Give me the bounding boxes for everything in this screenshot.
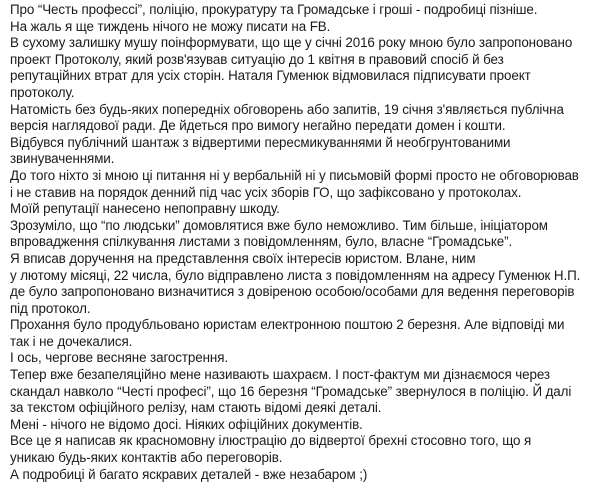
post-line: проект Протоколу, який розв'язував ситуацію до 1 квітня в правовий спосіб й без [10, 51, 504, 67]
post-line: Прохання було продубльовано юристам електронною поштою 2 березня. Але відповіді ми [10, 317, 565, 333]
post-line: Мені - нічого не відомо досі. Ніяких офіційних документів. [10, 416, 363, 432]
post-line: за текстом офіційного релізу, нам стають відомі деякі деталі. [10, 400, 382, 416]
post-line: А подробиці й багато яскравих деталей - вже незабаром ;) [10, 466, 368, 482]
post-line: На жаль я ще тиждень нічого не можу писати на FB. [10, 18, 331, 34]
post-line: уникаю будь-яких контактів або переговорів. [10, 450, 283, 466]
post-line: Натомість без будь-яких попередніх обговорень або запитів, 19 січня з'являється публічна [10, 101, 564, 117]
post-line: впровадження спілкування листами з повідомленням, було, власне “Громадське”. [10, 234, 513, 250]
post-line: Я вписав доручення на представлення своїх інтересів юристом. Влане, ним [10, 250, 476, 266]
post-line: До того ніхто зі мною ці питання ні у вербальній ні у письмовій формі просто не обговорював [10, 167, 579, 183]
post-line: Зрозуміло, що “по людськи” домовлятися вже було неможливо. Тим більше, ініціатором [10, 217, 548, 233]
post-line: так і не дочекалися. [10, 333, 133, 349]
post-line: під протокол. [10, 300, 91, 316]
post-line: репутаційних втрат для усіх сторін. Наталя Гуменюк відмовилася підписувати проект [10, 68, 531, 84]
post-line: у лютому місяці, 22 числа, було відправлено листа з повідомленням на адресу Гуменюк Н.П. [10, 267, 581, 283]
post-line: Про “Честь профессі”, поліцію, прокуратуру та Громадське і гроші - подробиці пізніше. [10, 2, 538, 17]
post-line: І ось, чергове весняне загострення. [10, 350, 228, 366]
post-line: звинуваченнями. [10, 151, 115, 167]
post-line: Все це я написав як красномовну ілюстрацію до відвертої брехні стосовно того, що я [10, 433, 532, 449]
post-line: версія наглядової ради. Де йдеться про вимогу негайно передати домен і кошти. [10, 118, 506, 134]
post-line: В сухому залишку мушу поінформувати, що ще у січні 2016 року мною було запропоновано [10, 35, 573, 51]
post-line: де було запропоновано визначитися з довіреною особою/особами для ведення переговорів [10, 284, 575, 300]
post-line: Моїй репутації нанесено непоправну шкоду. [10, 201, 280, 217]
post-line: і не ставив на порядок денний під час усіх зборів ГО, що зафіксовано у протоколах. [10, 184, 522, 200]
post-line: Відбувся публічний шантаж з відвертими пересмикуваннями й необгрунтованими [10, 134, 511, 150]
post-line: протоколу. [10, 84, 75, 100]
post-line: Тепер вже безапеляційно мене називають шахраєм. І пост-фактум ми дізнаємося через [10, 367, 550, 383]
post-line: скандал навколо “Честі професі”, що 16 березня “Громадське” звернулося в поліцію. Й далі [10, 383, 572, 399]
